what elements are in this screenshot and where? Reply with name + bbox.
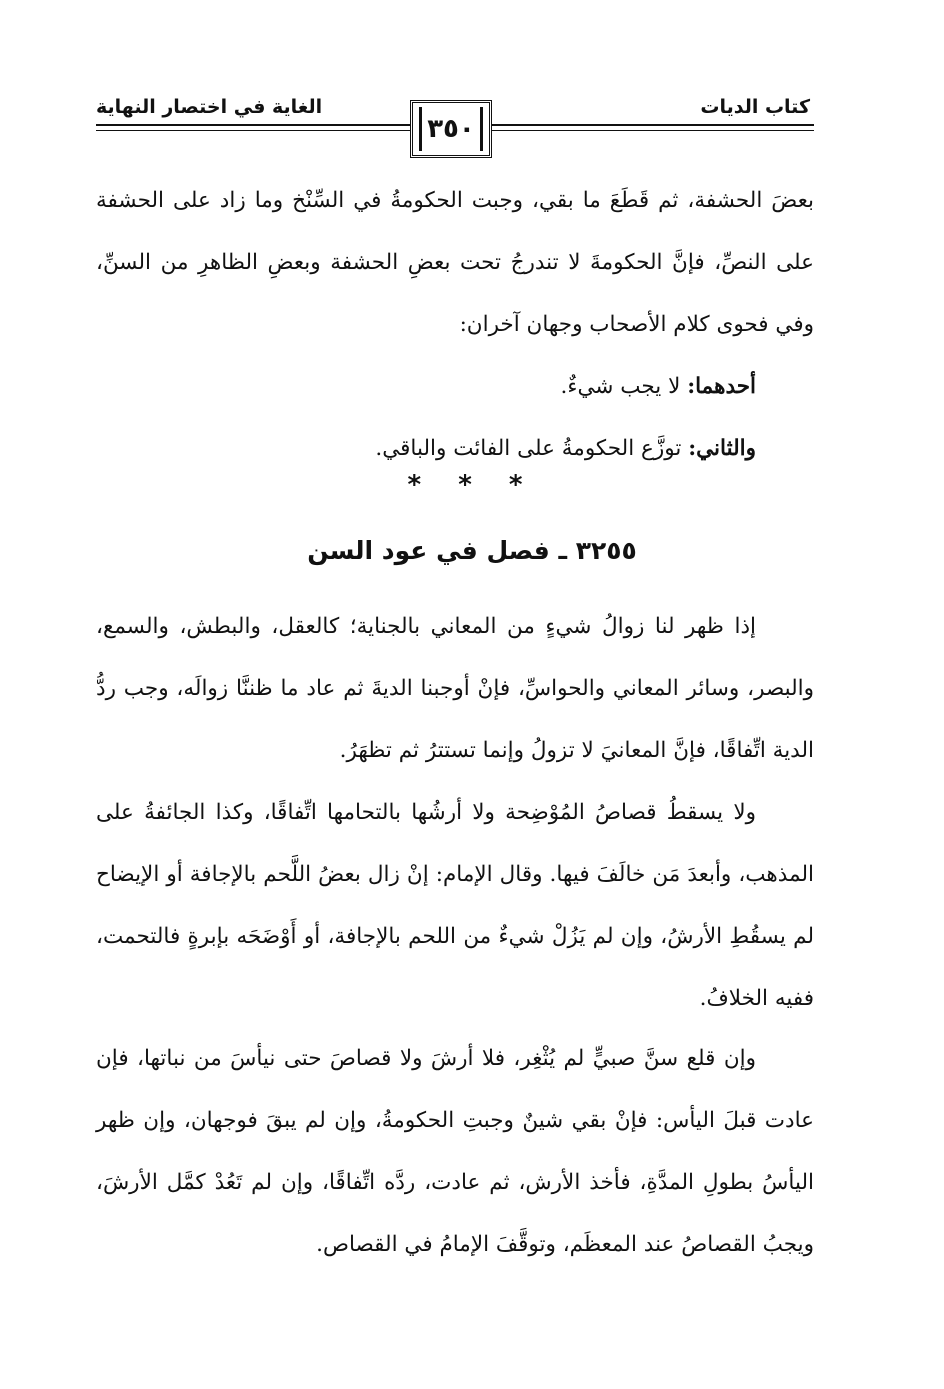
header-rule-right-thin — [492, 130, 814, 131]
page-number: ٣٥٠ — [427, 114, 475, 144]
opening-text-block — [96, 170, 814, 480]
running-head-book-title: الغاية في اختصار النهاية — [96, 96, 323, 118]
page-number-box — [410, 100, 492, 158]
opinion-first-text: لا يجب شيءٌ. — [560, 374, 681, 399]
paragraph: إذا ظهر لنا زوالُ شيءٍ من المعاني بالجناية؛ كالعقل، والبطش، والسمع، والبصر، وسائر المعاني والحواسِّ، فإنْ أوجبنا الديةَ ثم عاد ما ظننَّا زوالَه، وجب ردُّ الدية اتِّفاقًا، فإنَّ المعانيَ لا تزولُ وإنما تستترُ ثم تظهَرُ. — [96, 614, 814, 763]
section-paragraph-2 — [96, 782, 814, 1030]
paragraph: وإن قلع سنَّ صبيٍّ لم يُثْغِر، فلا أرشَ ولا قصاصَ حتى نيأسَ من نباتها، فإن عادت قبلَ اليأس: فإنْ بقي شينٌ وجبتِ الحكومةُ، وإن لم يبقَ فوجهان، وإن ظهر اليأسُ بطولِ المدَّةِ، فأخذ الأرش، ثم عادت، ردَّه اتِّفاقًا، وإن لم تَعُدْ كمَّل الأرشَ، ويجبُ القصاصُ عند المعظَم، وتوقَّفَ الإمامُ في القصاص. — [96, 1046, 814, 1257]
opinion-first-label: أحدهما: — [687, 374, 756, 399]
header-rule-right — [492, 124, 814, 126]
section-heading: ٣٢٥٥ ـ فصل في عود السن — [307, 536, 637, 565]
paragraph: ولا يسقطُ قصاصُ المُوْضِحة ولا أرشُها بالتحامها اتِّفاقًا، وكذا الجائفةُ على المذهب، وأبعدَ مَن خالَفَ فيها. وقال الإمام: إنْ زال بعضُ اللَّحم بالإجافة أو الإيضاح لم يسقُطِ الأرشُ، وإن لم يَزُلْ شيءٌ من اللحم بالإجافة، أو أَوْضَحَه بإبرةٍ فالتحمت، ففيه الخلافُ. — [96, 800, 814, 1011]
paragraph: بعضَ الحشفة، ثم قَطَعَ ما بقي، وجبت الحكومةُ في السِّنْخ وما زاد على الحشفة على النصِّ، فإنَّ الحكومةَ لا تندرجُ تحت بعضِ الحشفة وبعضِ الظاهرِ من السنِّ، وفي فحوى كلام الأصحاب وجهان آخران: — [96, 188, 814, 337]
section-paragraph-1 — [96, 596, 814, 782]
section-paragraph-3 — [96, 1028, 814, 1276]
opinion-first — [96, 356, 814, 418]
running-head-chapter: كتاب الديات — [700, 96, 810, 118]
opinion-second-label: والثاني: — [688, 436, 756, 461]
opinion-second-text: توزَّع الحكومةُ على الفائت والباقي. — [375, 436, 682, 461]
header-rule-left — [96, 124, 410, 126]
section-separator: * * * — [407, 470, 537, 500]
header-rule-left-thin — [96, 130, 410, 131]
